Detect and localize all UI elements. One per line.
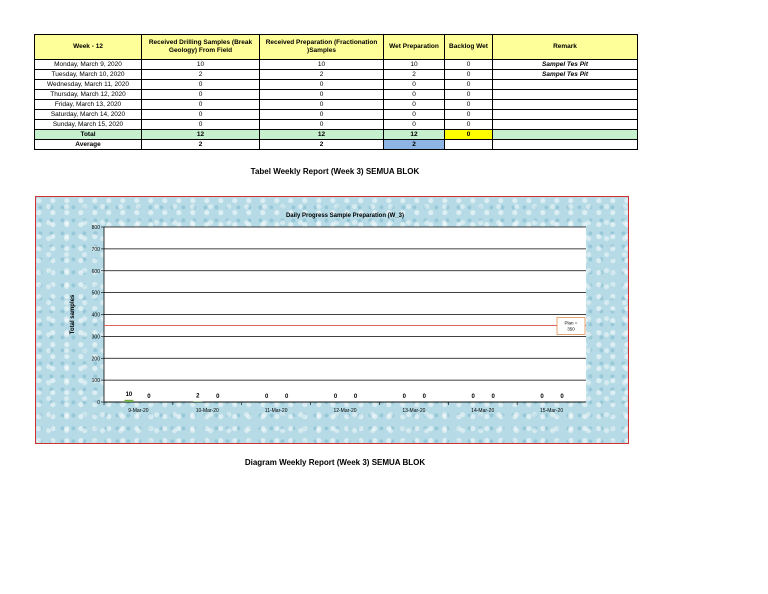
table-row — [35, 120, 638, 130]
x-tick-label: 12-Mar-20 — [333, 408, 357, 414]
total-remark — [493, 130, 638, 140]
remark-cell — [493, 100, 638, 110]
header-backlog-wet: Backlog Wet — [445, 35, 493, 60]
x-tick-label: 14-Mar-20 — [471, 408, 495, 414]
total-row — [35, 130, 638, 140]
total-prep: 12 — [260, 130, 384, 140]
wet-cell: 0 — [384, 90, 445, 100]
table-row — [35, 80, 638, 90]
prep-cell: 10 — [260, 60, 384, 70]
y-tick-label: 700 — [91, 246, 100, 253]
progress-chart — [36, 197, 628, 443]
table-caption: Tabel Weekly Report (Week 3) SEMUA BLOK — [250, 167, 420, 176]
data-label: 0 — [422, 394, 427, 400]
drilling-cell: 2 — [142, 70, 260, 80]
data-label: 0 — [353, 394, 358, 400]
header-wet-preparation: Wet Preparation — [384, 35, 445, 60]
header-remark: Remark — [493, 35, 638, 60]
backlog-cell: 0 — [445, 120, 493, 130]
data-label: 0 — [333, 394, 338, 400]
drilling-cell: 10 — [142, 60, 260, 70]
plan-label-line2: 350 — [567, 326, 575, 332]
wet-cell: 0 — [384, 110, 445, 120]
wet-cell: 10 — [384, 60, 445, 70]
y-tick-label: 200 — [91, 356, 100, 363]
average-label: Average — [35, 140, 142, 150]
backlog-cell: 0 — [445, 90, 493, 100]
x-tick-label: 13-Mar-20 — [402, 408, 426, 414]
drilling-cell: 0 — [142, 90, 260, 100]
day-cell: Monday, March 9, 2020 — [35, 60, 142, 70]
drilling-cell: 0 — [142, 80, 260, 90]
wet-cell: 0 — [384, 80, 445, 90]
data-label: 0 — [147, 394, 151, 400]
table-row — [35, 100, 638, 110]
table-row — [35, 110, 638, 120]
backlog-cell: 0 — [445, 60, 493, 70]
average-drilling: 2 — [142, 140, 260, 150]
drilling-cell: 0 — [142, 100, 260, 110]
data-label: 0 — [471, 394, 475, 400]
average-remark — [493, 140, 638, 150]
remark-cell — [493, 80, 638, 90]
average-prep: 2 — [260, 140, 384, 150]
table-row — [35, 60, 638, 70]
y-tick-label: 0 — [97, 400, 100, 406]
chart-caption: Diagram Weekly Report (Week 3) SEMUA BLOK — [244, 458, 426, 467]
prep-cell: 0 — [260, 80, 384, 90]
table-row — [35, 90, 638, 100]
data-label: 0 — [264, 394, 269, 400]
remark-cell — [493, 120, 638, 130]
weekly-report-table — [34, 34, 638, 150]
day-cell: Thursday, March 12, 2020 — [35, 90, 142, 100]
remark-cell: Sampel Tes Pit — [493, 70, 638, 80]
plan-label-line1: Plan = — [564, 320, 578, 326]
y-axis-label: Total samples — [70, 294, 76, 335]
drilling-cell: 0 — [142, 110, 260, 120]
table-row — [35, 70, 638, 80]
remark-cell: Sampel Tes Pit — [493, 60, 638, 70]
x-tick-label: 9-Mar-20 — [128, 408, 149, 414]
bar — [124, 400, 133, 402]
chart-title: Daily Progress Sample Preparation (W_3) — [285, 213, 405, 219]
prep-cell: 0 — [260, 120, 384, 130]
data-label: 0 — [560, 394, 564, 400]
backlog-cell: 0 — [445, 70, 493, 80]
header-preparation: Received Preparation (Fractionation )Samples — [260, 35, 384, 60]
prep-cell: 0 — [260, 100, 384, 110]
y-tick-label: 500 — [91, 290, 100, 297]
y-tick-label: 800 — [91, 225, 100, 231]
day-cell: Wednesday, March 11, 2020 — [35, 80, 142, 90]
data-label: 0 — [284, 394, 289, 400]
table-header-row — [35, 35, 638, 60]
total-wet: 12 — [384, 130, 445, 140]
remark-cell — [493, 90, 638, 100]
data-label: 2 — [196, 393, 200, 400]
day-cell: Tuesday, March 10, 2020 — [35, 70, 142, 80]
day-cell: Saturday, March 14, 2020 — [35, 110, 142, 120]
day-cell: Sunday, March 15, 2020 — [35, 120, 142, 130]
average-wet: 2 — [384, 140, 445, 150]
average-row — [35, 140, 638, 150]
remark-cell — [493, 110, 638, 120]
y-tick-label: 300 — [91, 334, 100, 341]
header-drilling: Received Drilling Samples (Break Geology) From Field — [142, 35, 260, 60]
total-label: Total — [35, 130, 142, 140]
x-tick-label: 15-Mar-20 — [540, 408, 564, 414]
chart-area — [35, 196, 629, 444]
prep-cell: 0 — [260, 90, 384, 100]
header-week: Week - 12 — [35, 35, 142, 60]
x-tick-label: 10-Mar-20 — [195, 408, 219, 414]
wet-cell: 2 — [384, 70, 445, 80]
total-backlog: 0 — [445, 130, 493, 140]
data-label: 10 — [125, 391, 133, 398]
prep-cell: 2 — [260, 70, 384, 80]
data-label: 0 — [402, 394, 407, 400]
drilling-cell: 0 — [142, 120, 260, 130]
backlog-cell: 0 — [445, 110, 493, 120]
y-tick-label: 400 — [91, 312, 100, 319]
data-label: 0 — [491, 394, 495, 400]
y-tick-label: 600 — [91, 268, 100, 275]
day-cell: Friday, March 13, 2020 — [35, 100, 142, 110]
backlog-cell: 0 — [445, 80, 493, 90]
wet-cell: 0 — [384, 100, 445, 110]
data-label: 0 — [216, 394, 220, 400]
data-label: 0 — [540, 394, 544, 400]
y-tick-label: 100 — [91, 378, 100, 385]
average-backlog — [445, 140, 493, 150]
backlog-cell: 0 — [445, 100, 493, 110]
total-drilling: 12 — [142, 130, 260, 140]
wet-cell: 0 — [384, 120, 445, 130]
prep-cell: 0 — [260, 110, 384, 120]
x-tick-label: 11-Mar-20 — [264, 408, 288, 414]
